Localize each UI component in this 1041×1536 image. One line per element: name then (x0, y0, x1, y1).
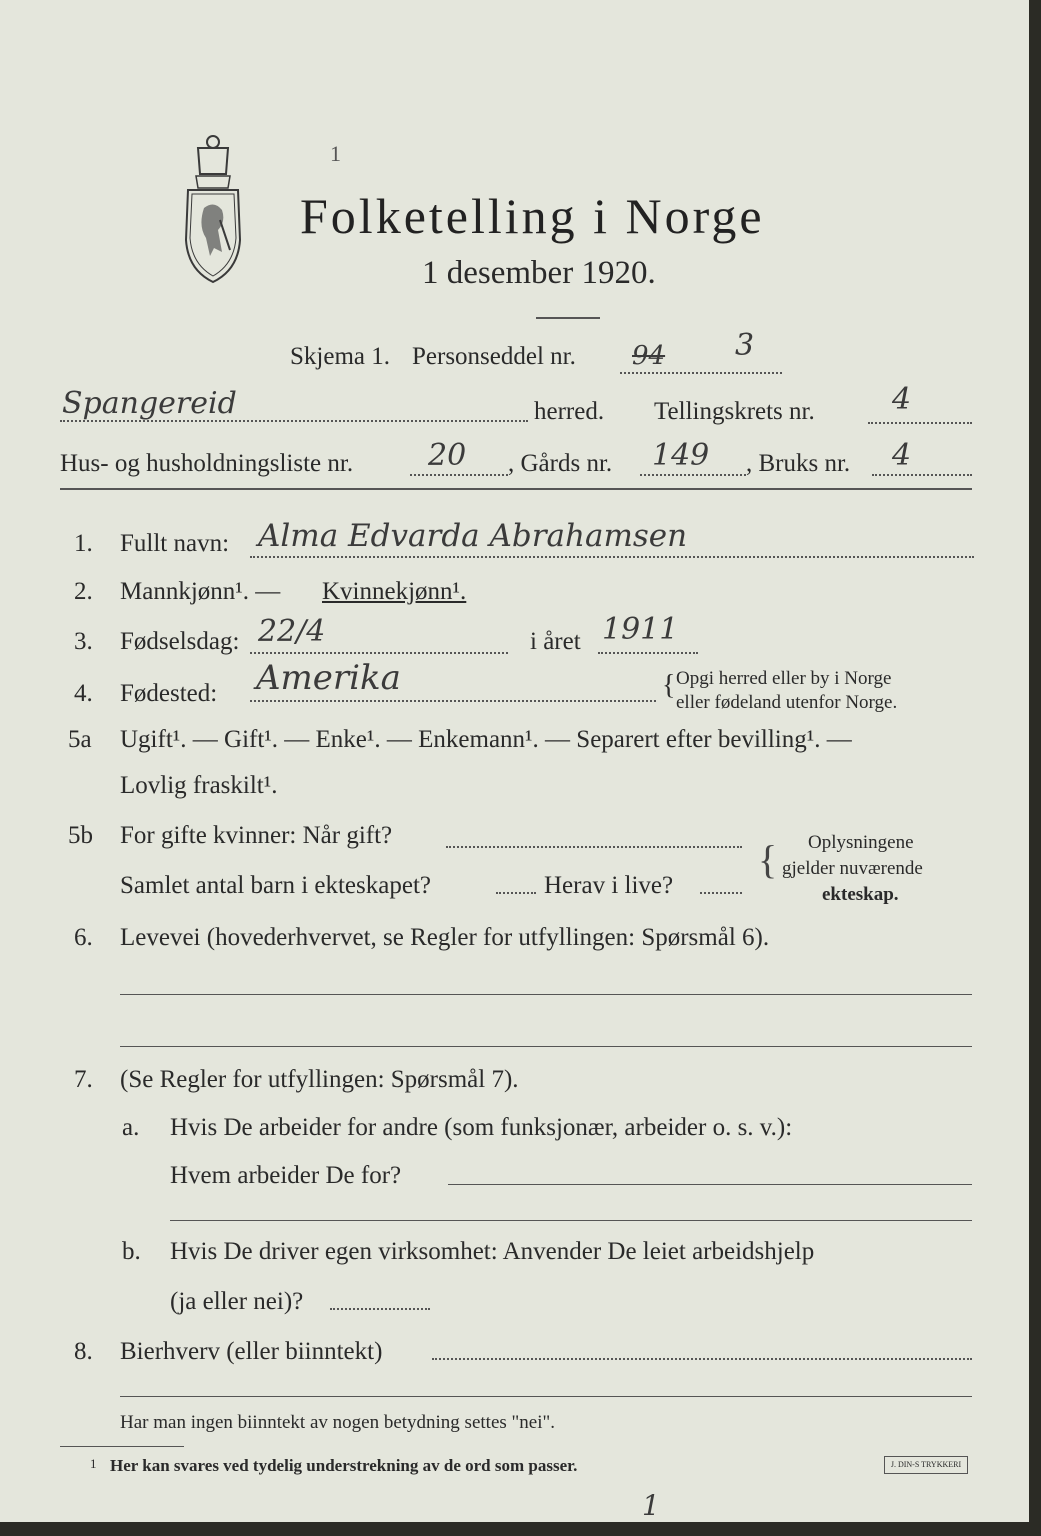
tellingskrets-value: 4 (892, 382, 912, 417)
q4-brace: { (662, 670, 676, 701)
q6-number: 6. (74, 924, 93, 951)
q5a-line2: Lovlig fraskilt¹. (120, 772, 278, 799)
herred-label: herred. (534, 398, 605, 425)
scan-edge-right (1029, 0, 1041, 1536)
q5b-alive-label: Herav i live? (544, 872, 674, 899)
coat-of-arms-icon (168, 130, 258, 290)
footnote-mark: 1 (90, 1456, 97, 1471)
q7b-field (330, 1308, 430, 1310)
q5b-alive-field (700, 892, 742, 894)
q7a-letter: a. (122, 1114, 140, 1141)
page-title: Folketelling i Norge (300, 188, 765, 244)
bleed-through (400, 86, 405, 106)
gards-value: 149 (652, 438, 710, 473)
q3-number: 3. (74, 628, 93, 655)
personseddel-label: Personseddel nr. (412, 343, 576, 370)
footnote-text: Her kan svares ved tydelig understrekning av de ord som passer. (110, 1456, 578, 1475)
q7-text: (Se Regler for utfyllingen: Spørsmål 7). (120, 1066, 519, 1093)
q5a-number: 5a (68, 726, 92, 753)
q7a-answer-line-2 (170, 1220, 972, 1221)
q7b-text: Hvis De driver egen virksomhet: Anvender De leiet arbeidshjelp (170, 1238, 815, 1265)
q3-year-value: 1911 (602, 612, 679, 647)
q5b-married-field (446, 846, 742, 848)
q4-label: Fødested: (120, 680, 218, 707)
q7a-text: Hvis De arbeider for andre (som funksjonær, arbeider o. s. v.): (170, 1114, 793, 1141)
q5b-children-label: Samlet antal barn i ekteskapet? (120, 872, 431, 899)
q3-field (250, 652, 508, 654)
q4-field (250, 700, 656, 702)
husliste-value: 20 (428, 438, 467, 473)
q2-male-option: Mannkjønn¹. — (120, 578, 281, 605)
bruks-value: 4 (892, 438, 912, 473)
q4-note-line1: Opgi herred eller by i Norge (676, 668, 892, 689)
q1-full-name-value: Alma Edvarda Abrahamsen (258, 518, 688, 554)
top-mark: 1 (330, 141, 341, 166)
bottom-mark: 1 (642, 1489, 660, 1522)
q1-number: 1. (74, 530, 93, 557)
q7-number: 7. (74, 1066, 93, 1093)
personseddel-value: 3 (735, 328, 755, 363)
q6-answer-line-2 (120, 1046, 972, 1047)
q8-note: Har man ingen biinntekt av nogen betydning settes "nei". (120, 1412, 555, 1433)
q7b-letter: b. (122, 1238, 141, 1265)
q2-number: 2. (74, 578, 93, 605)
title-divider (536, 317, 600, 319)
herred-value: Spangereid (62, 386, 237, 421)
q3-year-label: i året (530, 628, 581, 655)
q7b-subquestion: (ja eller nei)? (170, 1288, 304, 1315)
q5b-brace: { (758, 837, 778, 882)
schema-label: Skjema 1. (290, 343, 390, 370)
q5b-note-line2: gjelder nuværende (782, 858, 923, 879)
q5b-note-line3: ekteskap. (822, 884, 899, 905)
footnote-rule (60, 1446, 184, 1447)
q8-field (432, 1358, 972, 1360)
q3-year-field (598, 652, 698, 654)
scan-edge-bottom (0, 1522, 1041, 1536)
q5b-children-field (496, 892, 536, 894)
q5a-line1: Ugift¹. — Gift¹. — Enke¹. — Enkemann¹. — Separert efter bevilling¹. — (120, 726, 852, 753)
personseddel-struck-value: 94 (632, 341, 666, 371)
herred-field (60, 420, 528, 422)
q1-field (250, 556, 974, 558)
q4-birthplace-value: Amerika (256, 658, 401, 698)
q3-birthday-value: 22/4 (258, 614, 326, 649)
tellingskrets-field (868, 422, 972, 424)
husliste-field (410, 474, 508, 476)
tellingskrets-label: Tellingskrets nr. (654, 398, 815, 425)
q4-note-line2: eller fødeland utenfor Norge. (676, 692, 898, 713)
q4-number: 4. (74, 680, 93, 707)
q5b-note-line1: Oplysningene (808, 832, 914, 853)
printer-stamp: J. DIN-S TRYKKERI (884, 1456, 968, 1474)
q8-answer-line (120, 1396, 972, 1397)
census-date: 1 desember 1920. (422, 255, 656, 291)
personseddel-field (620, 372, 782, 374)
q3-label: Fødselsdag: (120, 628, 240, 655)
q2-female-option-selected: Kvinnekjønn¹. (322, 578, 467, 605)
header-separator (60, 488, 972, 490)
bruks-label: , Bruks nr. (746, 450, 851, 477)
q1-label: Fullt navn: (120, 530, 230, 557)
gards-field (640, 474, 746, 476)
q8-number: 8. (74, 1338, 93, 1365)
q5b-line1: For gifte kvinner: Når gift? (120, 822, 393, 849)
husliste-label: Hus- og husholdningsliste nr. (60, 450, 354, 477)
q6-text: Levevei (hovederhvervet, se Regler for utfyllingen: Spørsmål 6). (120, 924, 770, 951)
gards-label: , Gårds nr. (508, 450, 613, 477)
q7a-subquestion: Hvem arbeider De for? (170, 1162, 402, 1189)
bruks-field (872, 474, 972, 476)
q5b-number: 5b (68, 822, 93, 849)
q7a-answer-line-1 (448, 1184, 972, 1185)
q6-answer-line-1 (120, 994, 972, 995)
q8-text: Bierhverv (eller biinntekt) (120, 1338, 383, 1365)
